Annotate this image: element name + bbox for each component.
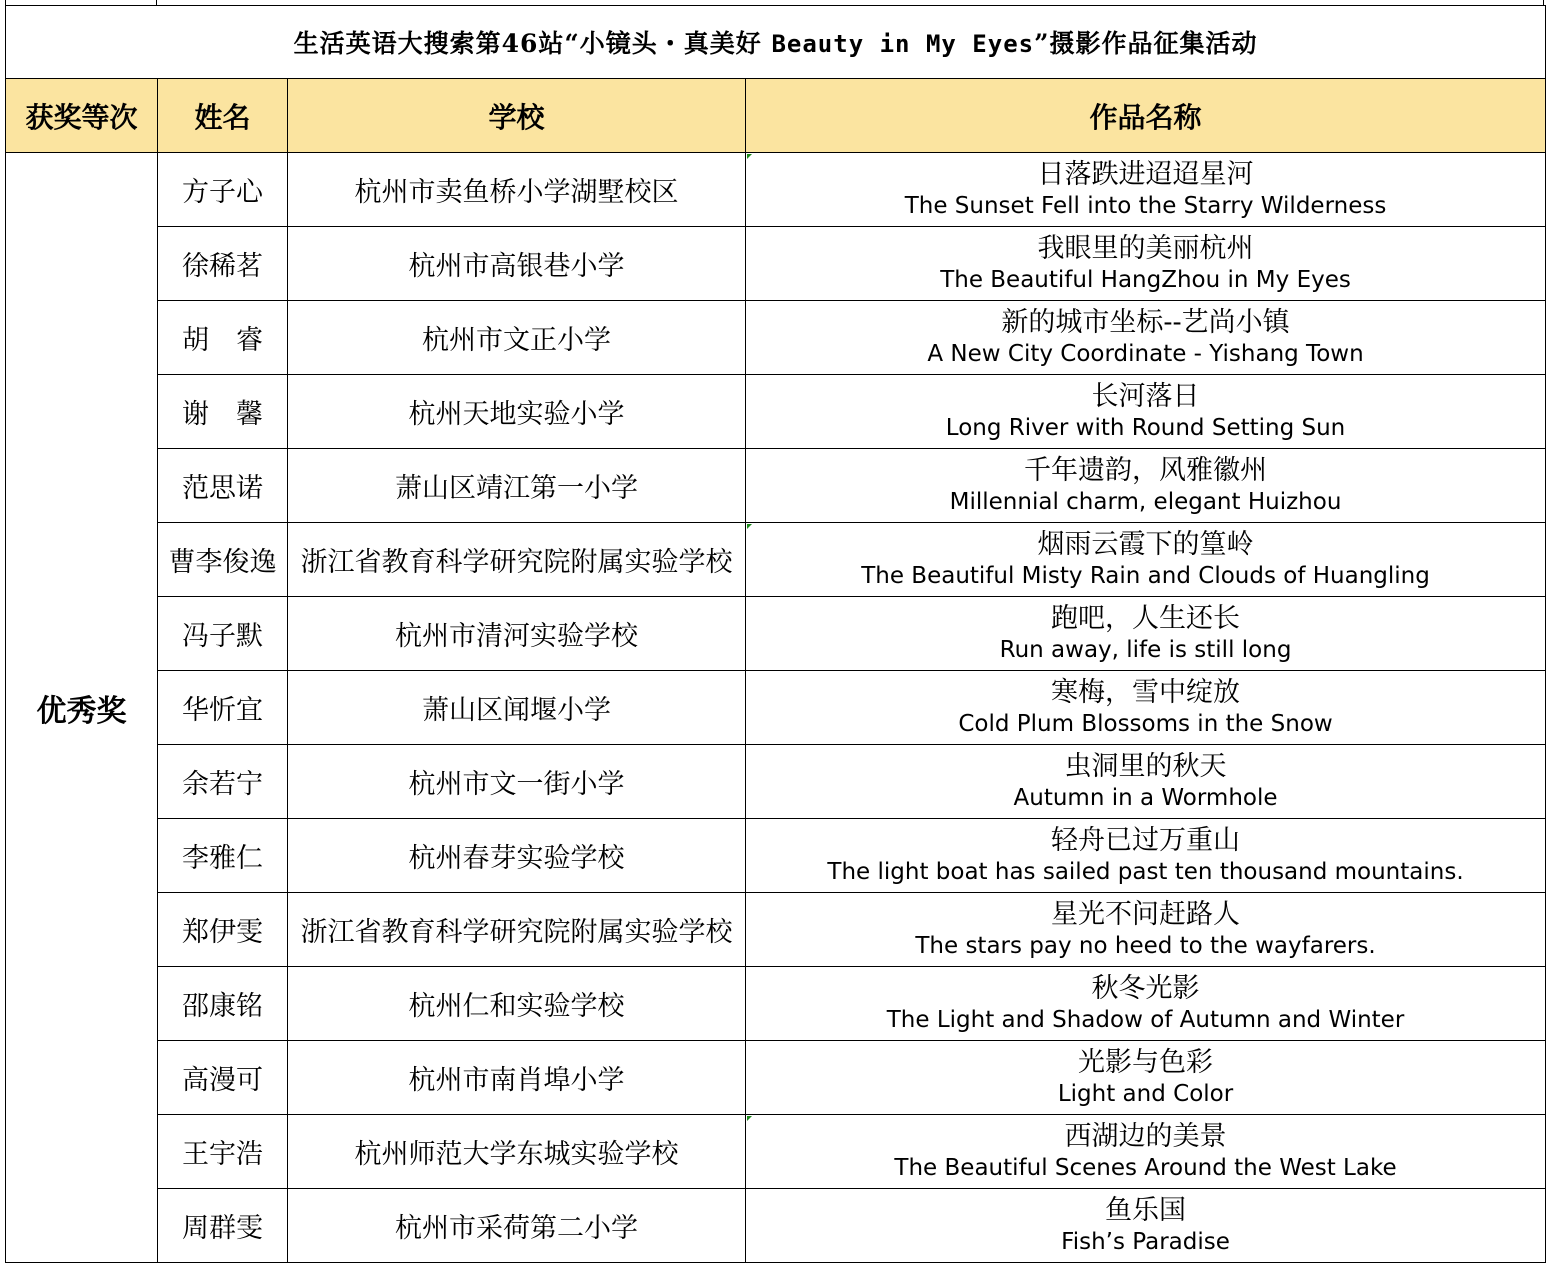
name-cell[interactable]: 华忻宜: [158, 671, 288, 745]
work-title-cell[interactable]: [746, 449, 1546, 523]
school-cell[interactable]: 杭州仁和实验学校: [288, 967, 746, 1041]
table-row: [6, 227, 1546, 301]
name-cell[interactable]: 王宇浩: [158, 1115, 288, 1189]
name-cell[interactable]: 郑伊雯: [158, 893, 288, 967]
title-row: [6, 6, 1546, 79]
work-title-zh: 寒梅，雪中绽放: [1051, 677, 1241, 709]
work-title-zh: 秋冬光影: [1091, 973, 1200, 1005]
name-cell[interactable]: 谢 馨: [158, 375, 288, 449]
work-title-cell[interactable]: [746, 1189, 1546, 1263]
name-cell[interactable]: 邵康铭: [158, 967, 288, 1041]
work-title-en: Autumn in a Wormhole: [1013, 785, 1278, 811]
title-latin: Beauty in My Eyes: [771, 30, 1035, 58]
table-row: [6, 819, 1546, 893]
work-title-cell[interactable]: [746, 301, 1546, 375]
work-title-en: The Beautiful HangZhou in My Eyes: [940, 267, 1351, 293]
header-work-title[interactable]: 作品名称: [746, 79, 1546, 153]
school-cell[interactable]: 杭州市文正小学: [288, 301, 746, 375]
work-title-en: A New City Coordinate - Yishang Town: [927, 341, 1364, 367]
work-title-cell[interactable]: [746, 671, 1546, 745]
work-title-zh: 千年遗韵，风雅徽州: [1024, 455, 1268, 487]
table-row: [6, 745, 1546, 819]
award-table: [5, 5, 1546, 1263]
name-cell[interactable]: 周群雯: [158, 1189, 288, 1263]
work-title-cell[interactable]: [746, 523, 1546, 597]
work-title-cell[interactable]: [746, 1041, 1546, 1115]
table-row: [6, 671, 1546, 745]
table-row: [6, 893, 1546, 967]
name-cell[interactable]: 冯子默: [158, 597, 288, 671]
table-row: [6, 1189, 1546, 1263]
name-cell[interactable]: 高漫可: [158, 1041, 288, 1115]
name-cell[interactable]: 胡 睿: [158, 301, 288, 375]
comment-indicator-icon: [747, 154, 752, 159]
work-title-en: The Beautiful Misty Rain and Clouds of Huangling: [861, 563, 1430, 589]
work-title-zh: 星光不问赶路人: [1051, 899, 1241, 931]
school-cell[interactable]: 杭州天地实验小学: [288, 375, 746, 449]
work-title-en: Cold Plum Blossoms in the Snow: [958, 711, 1333, 737]
school-cell[interactable]: 浙江省教育科学研究院附属实验学校: [288, 523, 746, 597]
work-title-cell[interactable]: [746, 819, 1546, 893]
table-row: [6, 449, 1546, 523]
work-title-en: Fish’s Paradise: [1061, 1229, 1230, 1255]
school-cell[interactable]: 杭州师范大学东城实验学校: [288, 1115, 746, 1189]
table-row: [6, 597, 1546, 671]
comment-indicator-icon: [747, 524, 752, 529]
work-title-en: Light and Color: [1057, 1081, 1234, 1107]
table-row: [6, 153, 1546, 227]
work-title-zh: 日落跌进迢迢星河: [1037, 159, 1254, 191]
work-title-cell[interactable]: [746, 893, 1546, 967]
work-title-cell[interactable]: [746, 967, 1546, 1041]
award-level-cell[interactable]: 优秀奖: [6, 153, 158, 1263]
school-cell[interactable]: 杭州市南肖埠小学: [288, 1041, 746, 1115]
school-cell[interactable]: 浙江省教育科学研究院附属实验学校: [288, 893, 746, 967]
name-cell[interactable]: 余若宁: [158, 745, 288, 819]
work-title-en: The stars pay no heed to the wayfarers.: [915, 933, 1376, 959]
work-title-en: The Light and Shadow of Autumn and Winter: [886, 1007, 1405, 1033]
title-suffix: ”摄影作品征集活动: [1034, 29, 1258, 58]
table-row: [6, 1041, 1546, 1115]
school-cell[interactable]: 杭州市采荷第二小学: [288, 1189, 746, 1263]
work-title-en: The Beautiful Scenes Around the West Lake: [894, 1155, 1397, 1181]
work-title-cell[interactable]: [746, 227, 1546, 301]
work-title-zh: 烟雨云霞下的篁岭: [1037, 529, 1254, 561]
header-school[interactable]: 学校: [288, 79, 746, 153]
name-cell[interactable]: 曹李俊逸: [158, 523, 288, 597]
work-title-zh: 新的城市坐标--艺尚小镇: [1001, 307, 1290, 339]
title-prefix: 生活英语大搜索第46站“小镜头・真美好: [293, 29, 762, 58]
work-title-zh: 我眼里的美丽杭州: [1037, 233, 1254, 265]
work-title-cell[interactable]: [746, 153, 1546, 227]
work-title-zh: 虫洞里的秋天: [1064, 751, 1227, 783]
name-cell[interactable]: 李雅仁: [158, 819, 288, 893]
work-title-en: Run away, life is still long: [999, 637, 1292, 663]
table-row: [6, 1115, 1546, 1189]
table-row: [6, 523, 1546, 597]
header-award-level[interactable]: 获奖等次: [6, 79, 158, 153]
work-title-cell[interactable]: [746, 375, 1546, 449]
work-title-cell[interactable]: [746, 597, 1546, 671]
work-title-zh: 西湖边的美景: [1064, 1121, 1227, 1153]
table-title[interactable]: [6, 6, 1546, 79]
school-cell[interactable]: 杭州市卖鱼桥小学湖墅校区: [288, 153, 746, 227]
table-row: [6, 967, 1546, 1041]
name-cell[interactable]: 徐稀茗: [158, 227, 288, 301]
work-title-en: Long River with Round Setting Sun: [945, 415, 1346, 441]
work-title-cell[interactable]: [746, 1115, 1546, 1189]
comment-indicator-icon: [747, 1116, 752, 1121]
table-row: [6, 375, 1546, 449]
header-row: [6, 79, 1546, 153]
name-cell[interactable]: 方子心: [158, 153, 288, 227]
header-name[interactable]: 姓名: [158, 79, 288, 153]
work-title-zh: 跑吧，人生还长: [1051, 603, 1241, 635]
work-title-zh: 鱼乐国: [1105, 1195, 1187, 1227]
school-cell[interactable]: 杭州市文一街小学: [288, 745, 746, 819]
school-cell[interactable]: 杭州市高银巷小学: [288, 227, 746, 301]
school-cell[interactable]: 杭州市清河实验学校: [288, 597, 746, 671]
work-title-cell[interactable]: [746, 745, 1546, 819]
work-title-zh: 光影与色彩: [1078, 1047, 1214, 1079]
work-title-zh: 轻舟已过万重山: [1051, 825, 1241, 857]
work-title-en: Millennial charm, elegant Huizhou: [949, 489, 1342, 515]
work-title-zh: 长河落日: [1091, 381, 1200, 413]
school-cell[interactable]: 杭州春芽实验学校: [288, 819, 746, 893]
name-cell[interactable]: 范思诺: [158, 449, 288, 523]
work-title-en: The light boat has sailed past ten thousand mountains.: [827, 859, 1464, 885]
school-cell[interactable]: 萧山区闻堰小学: [288, 671, 746, 745]
table-row: [6, 301, 1546, 375]
school-cell[interactable]: 萧山区靖江第一小学: [288, 449, 746, 523]
work-title-en: The Sunset Fell into the Starry Wilderness: [904, 193, 1387, 219]
